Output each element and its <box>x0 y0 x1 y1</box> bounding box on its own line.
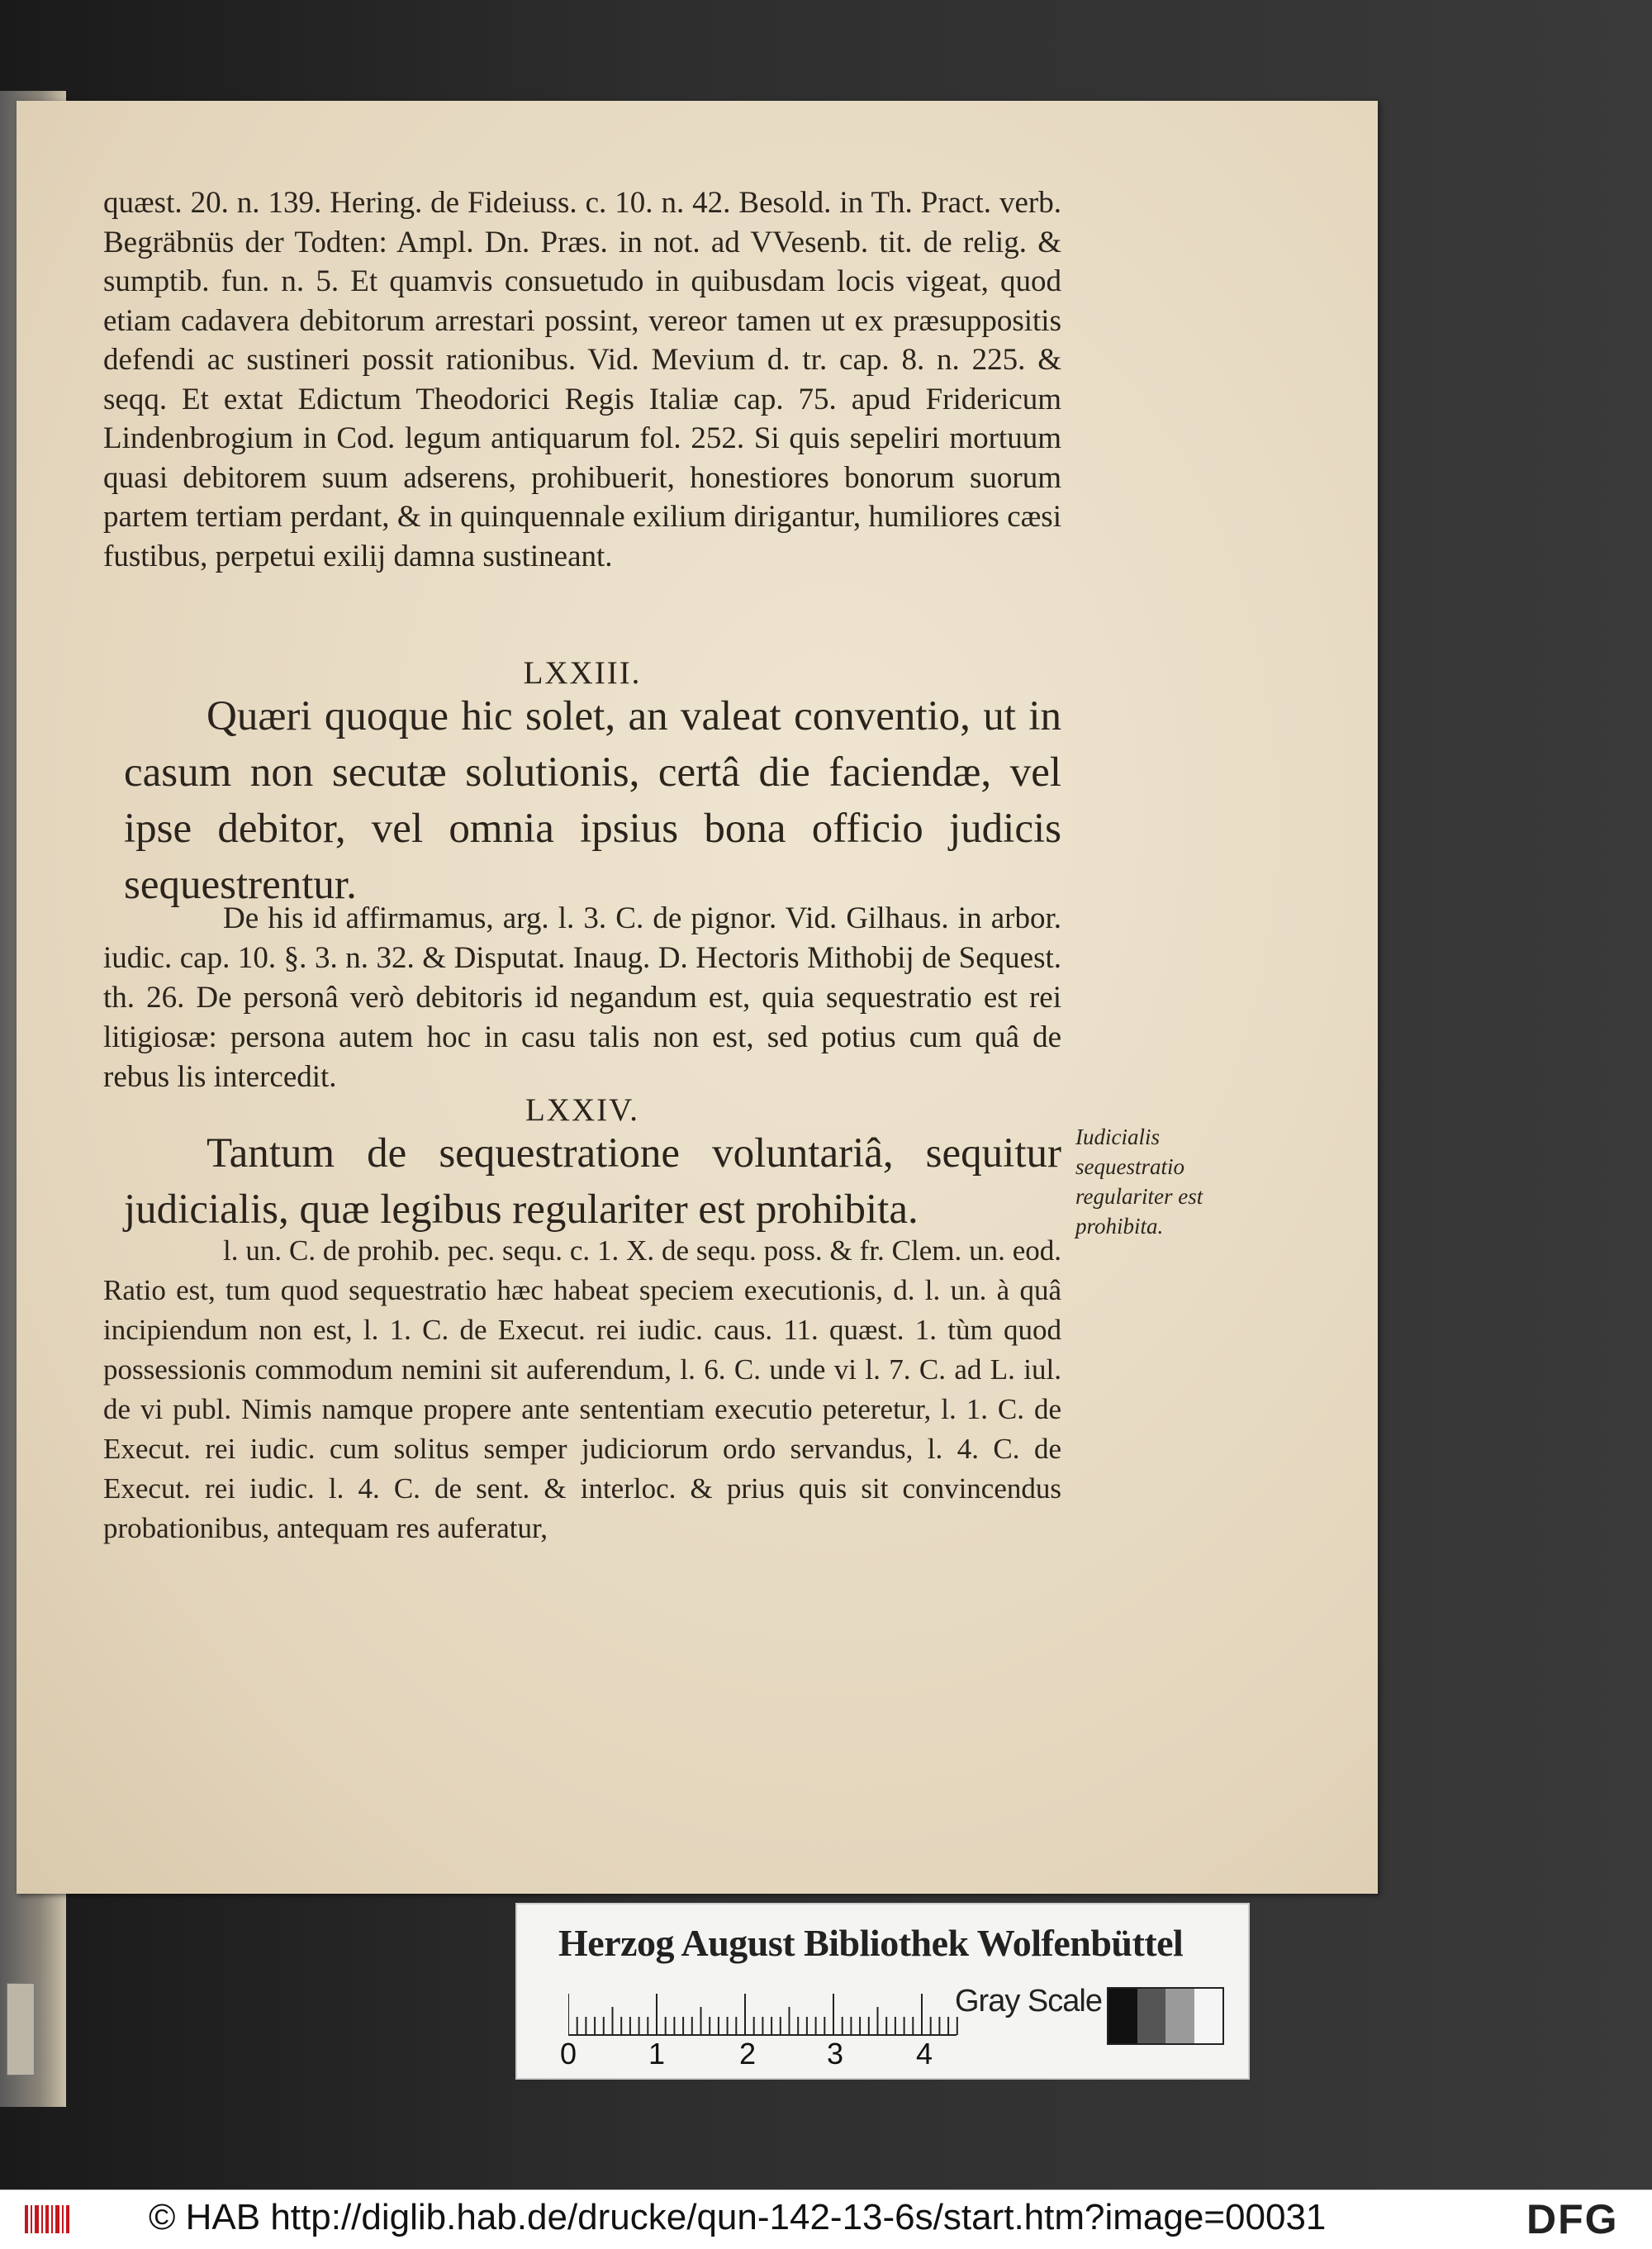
ruler-scale <box>568 1987 965 2037</box>
library-title: Herzog August Bibliothek Wolfenbüttel <box>558 1922 1184 1964</box>
paragraph-1-text: quæst. 20. n. 139. Hering. de Fideiuss. c. 10. n. 42. Besold. in Th. Pract. verb. Begräbnüs der Todten: Ampl. Dn. Præs. in not. ad VVesenb. tit. de relig. & sumptib. fun. n. 5. Et quamvis consuetudo in quibusdam locis vigeat, quod etiam cadavera debitorum arrestari possint, vereor tamen ut ex præsuppositis defendi ac sustineri possit rationibus. Vid. Mevium d. tr. cap. 8. n. 225. & seqq. Et extat Edictum Theodorici Regis Italiæ cap. 75. apud Fridericum Lindenbrogium in Cod. legum antiquarum fol. 252. Si quis sepeliri mortuum quasi debitorem suum adserens, prohibuerit, honestiores bonorum suorum partem tertiam perdant, & in quinquennale exilium dirigantur, humiliores cæsi fustibus, perpetui exilij damna sustineant. <box>103 186 1061 573</box>
marginal-note: Iudicialis sequestratio regulariter est prohibita. <box>1075 1124 1203 1239</box>
section-heading-lxxiv: LXXIV. <box>525 1092 640 1128</box>
footer-bar <box>0 2190 1652 2249</box>
gray-swatch-1 <box>1108 1989 1137 2043</box>
barcode-icon <box>23 2202 73 2237</box>
ruler-label-0: 0 <box>560 2037 577 2071</box>
ruler-label-3: 3 <box>827 2037 844 2071</box>
thesis-paragraph: Tantum de sequestratione voluntariâ, sequitur judicialis, quæ legibus regulariter est prohibita. <box>124 1130 1061 1233</box>
question-paragraph: Quæri quoque hic solet, an valeat conventio, ut in casum non secutæ solutionis, certâ die faciendæ, vel ipse debitor, vel omnia ipsius bona officio judicis sequestrentur. <box>124 693 1061 908</box>
ruler-label-1: 1 <box>648 2037 666 2071</box>
answer-paragraph: De his id affirmamus, arg. l. 3. C. de pignor. Vid. Gilhaus. in arbor. iudic. cap. 10. §. 3. n. 32. & Disputat. Inaug. D. Hectoris Mithobij de Sequest. th. 26. De personâ verò debitoris id negandum est, quia sequestratio est rei litigiosæ: persona autem hoc in casu talis non est, sed potius cum quâ de rebus lis intercedit. <box>103 901 1061 1094</box>
gray-scale-label: Gray Scale <box>955 1984 1102 2018</box>
gray-scale-swatches <box>1107 1987 1224 2045</box>
ruler-labels <box>560 2037 990 2070</box>
ruler-label-2: 2 <box>739 2037 757 2071</box>
gray-swatch-3 <box>1165 1989 1194 2043</box>
dfg-logo: DFG <box>1526 2196 1619 2242</box>
gray-swatch-2 <box>1137 1989 1166 2043</box>
spine-label <box>7 1983 35 2075</box>
library-color-card <box>515 1903 1250 2080</box>
section-heading-lxxiii: LXXIII. <box>523 655 642 691</box>
ruler-label-4: 4 <box>916 2037 933 2071</box>
explanation-paragraph: l. un. C. de prohib. pec. sequ. c. 1. X. de sequ. poss. & fr. Clem. un. eod. Ratio est, tum quod sequestratio hæc habeat speciem executionis, d. l. un. à quâ incipiendum non est, l. 1. C. de Execut. rei iudic. caus. 11. quæst. 1. tùm quod possessionis commodum nemini sit auferendum, l. 6. C. unde vi l. 7. C. ad L. iul. de vi publ. Nimis namque propere ante sententiam executio peteretur, l. 1. C. de Execut. rei iudic. cum solitus semper judiciorum ordo servandus, l. 4. C. de Execut. rei iudic. l. 4. C. de sent. & interloc. & prius quis sit convincendus probationibus, antequam res auferatur, <box>103 1234 1061 1544</box>
paragraph-1 <box>103 183 1061 576</box>
gray-swatch-4 <box>1194 1989 1223 2043</box>
copyright-link[interactable]: © HAB http://diglib.hab.de/drucke/qun-142-13-6s/start.htm?image=00031 <box>149 2197 1327 2237</box>
